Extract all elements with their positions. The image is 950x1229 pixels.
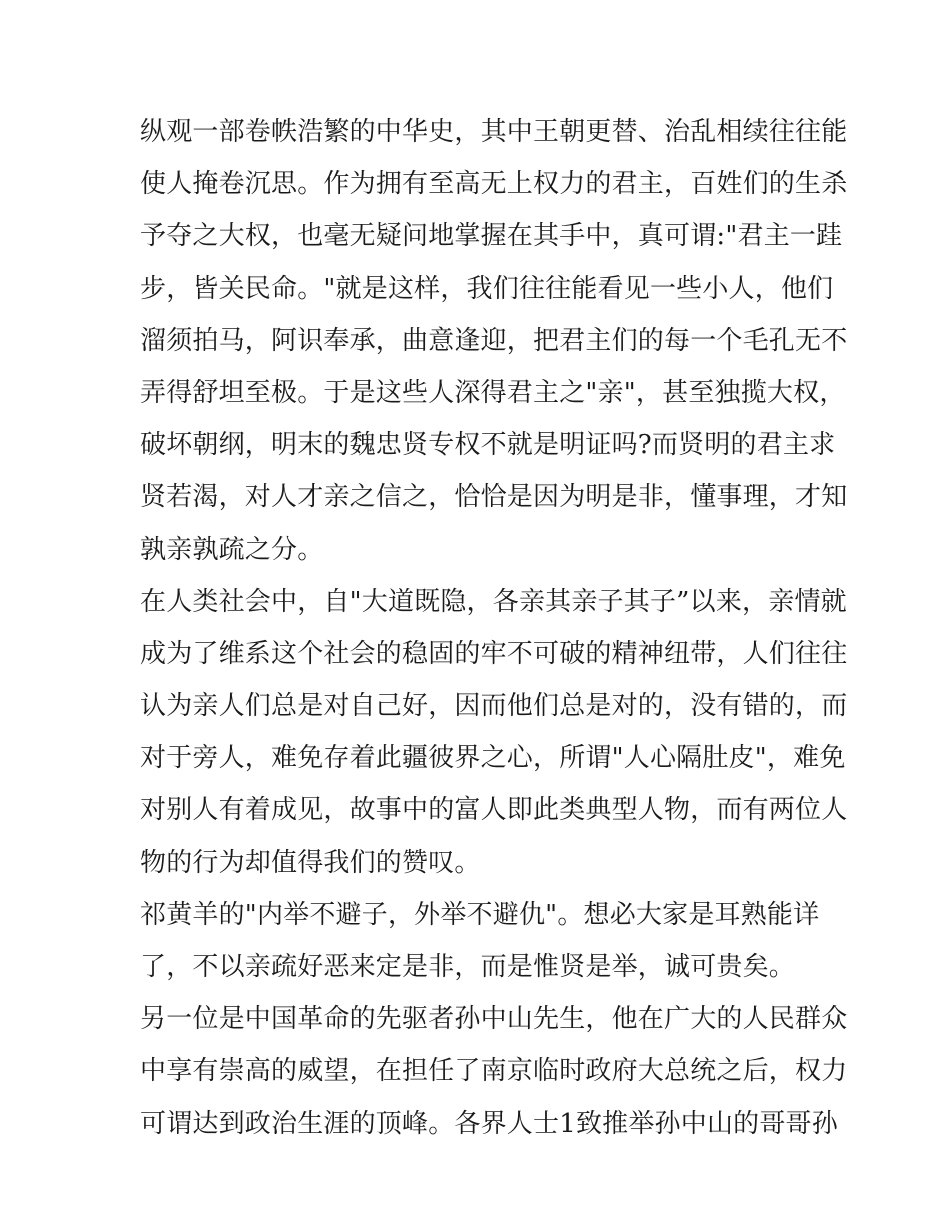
text-line: 弄得舒坦至极。于是这些人深得君主之"亲"，甚至独揽大权， (140, 377, 846, 408)
text-line: 对别人有着成见，故事中的富人即此类典型人物，而有两位人 (140, 795, 848, 826)
text-line: 了，不以亲疏好恶来定是非，而是惟贤是举，诚可贵矣。 (140, 952, 796, 982)
text-line: 纵观一部卷帙浩繁的中华史，其中王朝更替、治乱相续往往能 (140, 117, 848, 147)
text-line: 步，皆关民命。"就是这样，我们往往能看见一些小人，他们 (140, 273, 834, 304)
text-line: 在人类社会中，自"大道既隐，各亲其亲子其子”以来，亲情就 (140, 586, 847, 617)
text-line: 物的行为却值得我们的赞叹。 (140, 847, 481, 878)
text-line: 孰亲孰疏之分。 (140, 534, 324, 565)
text-line: 成为了维系这个社会的稳固的牢不可破的精神纽带，人们往往 (140, 638, 848, 669)
text-line: 破坏朝纲，明末的魏忠贤专权不就是明证吗?而贤明的君主求 (140, 430, 836, 461)
text-line: 溜须拍马，阿识奉承，曲意逢迎，把君主们的每一个毛孔无不 (140, 325, 848, 356)
text-line: 对于旁人，难免存着此疆彼界之心，所谓"人心隔肚皮"，难免 (140, 743, 846, 774)
text-line: 予夺之大权，也毫无疑问地掌握在其手中，真可谓:"君主一跬 (140, 221, 843, 252)
text-line: 贤若渴，对人才亲之信之，恰恰是因为明是非，懂事理，才知 (140, 482, 848, 513)
text-line: 另一位是中国革命的先驱者孙中山先生，他在广大的人民群众 (140, 1004, 848, 1035)
text-line: 使人掩卷沉思。作为拥有至高无上权力的君主，百姓们的生杀 (140, 169, 848, 200)
text-line: 中享有崇高的威望，在担任了南京临时政府大总统之后，权力 (140, 1056, 848, 1087)
essay-body (140, 106, 848, 1150)
text-line: 认为亲人们总是对自己好，因而他们总是对的，没有错的，而 (140, 691, 848, 722)
text-line: 祁黄羊的"内举不避子，外举不避仇"。想必大家是耳熟能详 (140, 899, 820, 930)
text-line: 可谓达到政治生涯的顶峰。各界人士1致推举孙中山的哥哥孙 (140, 1108, 838, 1139)
